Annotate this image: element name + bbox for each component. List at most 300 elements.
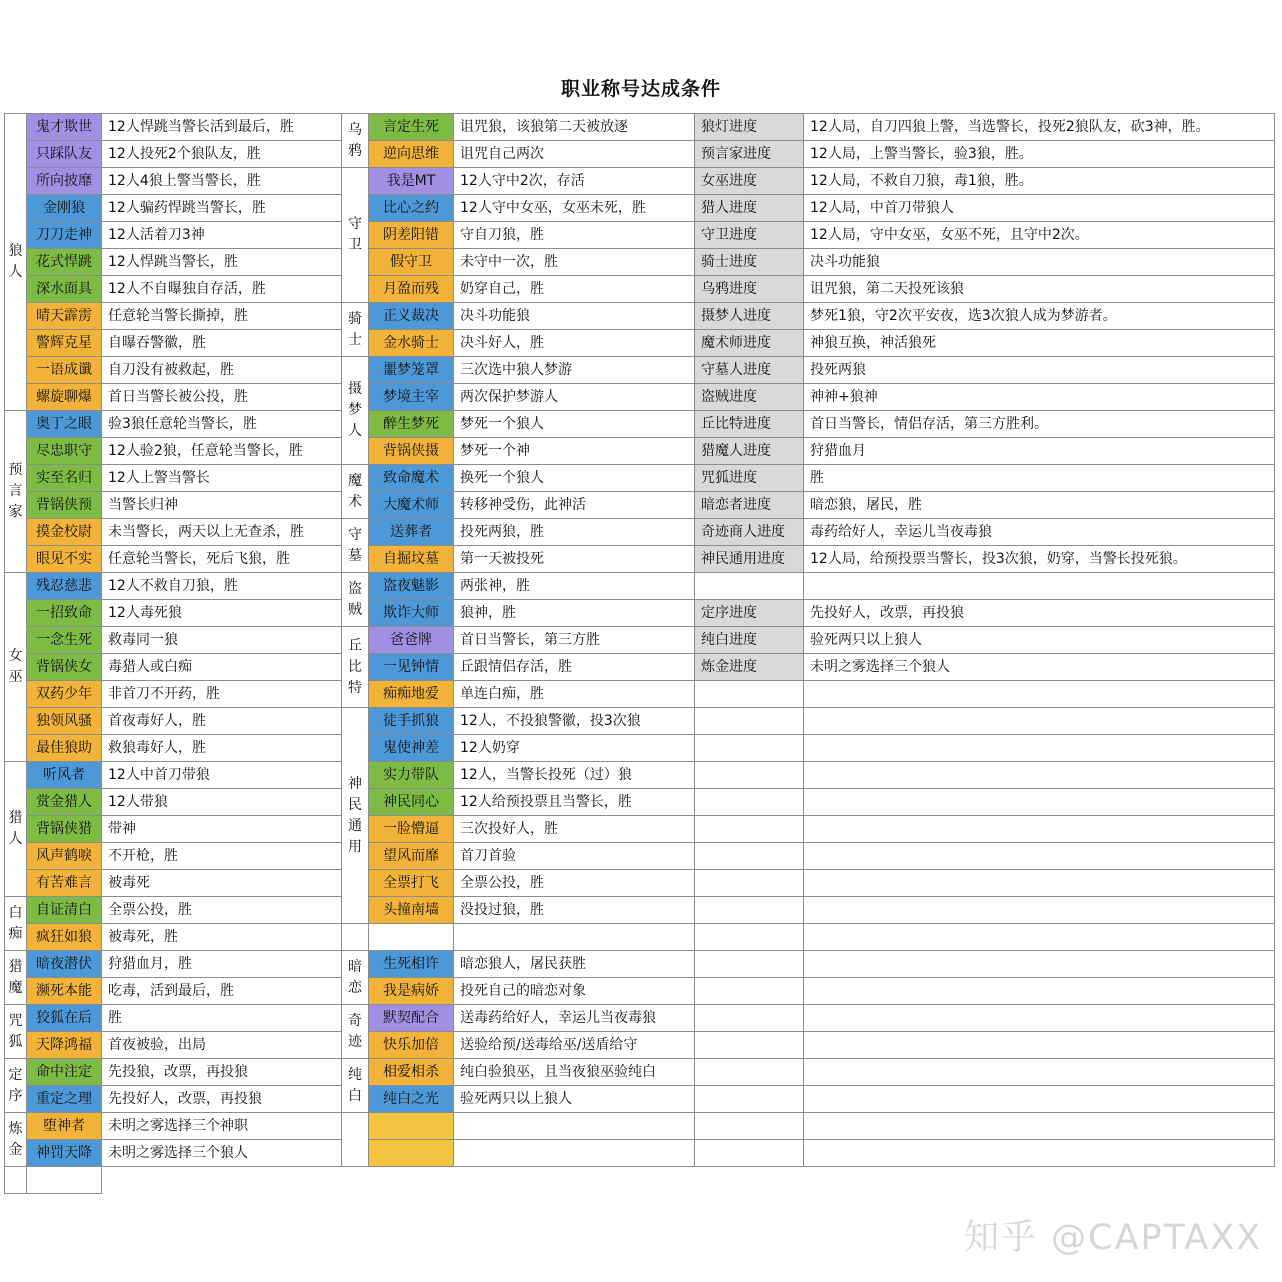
col1-title-cell: 风声鹤唳 [27,843,102,870]
col1-title-cell: 尽忠职守 [27,438,102,465]
col1-title-cell: 花式悍跳 [27,249,102,276]
col1-group-label [5,1113,27,1167]
col1-condition-cell: 任意轮当警长撕掉，胜 [102,303,342,330]
col2-title-cell: 默契配合 [369,1005,454,1032]
col3-condition-cell: 暗恋狼，屠民，胜 [804,492,1275,519]
col2-condition-cell: 丘跟情侣存活，胜 [454,654,695,681]
table-row [5,681,1275,708]
col2-title-cell: 金水骑士 [369,330,454,357]
col2-condition-cell: 诅咒自己两次 [454,141,695,168]
col1-condition-cell: 不开枪，胜 [102,843,342,870]
col1-condition-cell: 12人4狼上警当警长，胜 [102,168,342,195]
col1-condition-cell: 验3狼任意轮当警长，胜 [102,411,342,438]
col2-condition-cell: 转移神受伤，此神活 [454,492,695,519]
col1-title-cell: 金刚狼 [27,195,102,222]
col2-title-cell: 一脸懵逼 [369,816,454,843]
col2-condition-cell: 12人，不投狼警徽，投3次狼 [454,708,695,735]
col3-condition-cell: 12人局，守中女巫，女巫不死，且守中2次。 [804,222,1275,249]
col3-progress-cell [695,843,804,870]
col2-condition-cell: 守自刀狼，胜 [454,222,695,249]
col1-condition-cell: 先投狼，改票，再投狼 [102,1059,342,1086]
col1-group-label-text: 猎魔 [8,958,23,996]
col1-title-cell: 有苦难言 [27,870,102,897]
col1-group-label [5,1059,27,1113]
col2-title-cell: 爸爸牌 [369,627,454,654]
watermark: 知乎 @CAPTAXX [964,1218,1263,1258]
col3-progress-cell [695,762,804,789]
col2-title-cell: 欺诈大师 [369,600,454,627]
col2-group-label-text: 丘比特 [348,637,362,696]
col1-condition-cell: 12人带狼 [102,789,342,816]
col3-progress-cell: 咒狐进度 [695,465,804,492]
col2-group-label [342,303,369,357]
col1-group-label [5,411,27,573]
col3-condition-cell [804,708,1275,735]
col2-group-label-text: 摄梦人 [348,381,362,439]
col2-title-cell: 头撞南墙 [369,897,454,924]
col1-title-cell: 警辉克星 [27,330,102,357]
col2-condition-cell: 诅咒狼，该狼第二天被放逐 [454,114,695,141]
col2-group-label [342,1005,369,1059]
col1-title-cell: 一念生死 [27,627,102,654]
col2-condition-cell: 没投过狼，胜 [454,897,695,924]
col3-condition-cell [804,924,1275,951]
col3-progress-cell [695,978,804,1005]
col2-condition-cell: 12人，当警长投死（过）狼 [454,762,695,789]
col1-title-cell: 背锅侠猎 [27,816,102,843]
col1-title-cell: 天降鸿福 [27,1032,102,1059]
col2-condition-cell: 换死一个狼人 [454,465,695,492]
col2-group-label-text: 纯白 [348,1066,362,1104]
col2-group-label [342,519,369,573]
col1-title-cell: 独领风骚 [27,708,102,735]
table-row [5,573,1275,600]
col1-title-cell: 双药少年 [27,681,102,708]
col3-condition-cell: 先投好人，改票，再投狼 [804,600,1275,627]
table-row [5,951,1275,978]
col1-title-cell: 赏金猎人 [27,789,102,816]
col3-condition-cell [804,978,1275,1005]
col1-group-label-text: 咒狐 [8,1012,23,1050]
col1-group-label [5,951,27,1005]
col1-group-label-text: 猎人 [8,810,23,847]
col1-title-cell: 晴天霹雳 [27,303,102,330]
col1-condition-cell: 12人不救自刀狼，胜 [102,573,342,600]
table-row [5,330,1275,357]
col3-progress-cell [695,1005,804,1032]
col2-title-cell: 我是MT [369,168,454,195]
col3-progress-cell: 定序进度 [695,600,804,627]
col1-group-label-text: 预言家 [8,462,23,520]
col3-condition-cell [804,681,1275,708]
col3-progress-cell [695,951,804,978]
col3-progress-cell: 丘比特进度 [695,411,804,438]
col2-group-label [342,114,369,168]
col2-condition-cell: 决斗好人，胜 [454,330,695,357]
achievement-table [4,113,1275,1194]
col1-title-cell: 听风者 [27,762,102,789]
col2-group-label-text: 盗贼 [348,580,362,618]
table-row [5,843,1275,870]
col1-condition-cell: 全票公投，胜 [102,897,342,924]
col2-condition-cell: 第一天被投死 [454,546,695,573]
col2-condition-cell: 12人守中女巫，女巫未死，胜 [454,195,695,222]
col2-group-label [342,627,369,708]
col1-title-cell: 堕神者 [27,1113,102,1140]
col1-condition-cell: 首夜被验，出局 [102,1032,342,1059]
col2-group-label [342,168,369,303]
col3-progress-cell [695,1140,804,1167]
col2-condition-cell: 未守中一次，胜 [454,249,695,276]
col2-group-label-text: 暗恋 [348,958,362,996]
col1-title-cell: 背锅侠女 [27,654,102,681]
col2-condition-cell: 奶穿自己，胜 [454,276,695,303]
col3-condition-cell: 12人局，中首刀带狼人 [804,195,1275,222]
col2-condition-cell: 送毒药给好人，幸运儿当夜毒狼 [454,1005,695,1032]
col1-group-label [5,1005,27,1059]
col1-condition-cell: 12人悍跳当警长，胜 [102,249,342,276]
col1-group-label [5,114,27,411]
col3-condition-cell [804,1113,1275,1140]
col3-condition-cell [804,573,1275,600]
table-row [5,438,1275,465]
col2-title-cell: 盗夜魅影 [369,573,454,600]
col1-title-cell: 重定之理 [27,1086,102,1113]
col1-title-cell: 实至名归 [27,465,102,492]
col3-condition-cell [804,1005,1275,1032]
col2-title-cell: 假守卫 [369,249,454,276]
col3-condition-cell: 未明之雾选择三个狼人 [804,654,1275,681]
col3-condition-cell: 诅咒狼，第二天投死该狼 [804,276,1275,303]
col2-title-cell: 我是病娇 [369,978,454,1005]
col2-title-cell: 鬼使神差 [369,735,454,762]
table-row [5,1059,1275,1086]
col2-condition-cell: 梦死一个神 [454,438,695,465]
col1-condition-cell: 带神 [102,816,342,843]
col3-condition-cell: 12人局，不救自刀狼，毒1狼，胜。 [804,168,1275,195]
col2-title-cell: 相爱相杀 [369,1059,454,1086]
col2-condition-cell: 狼神，胜 [454,600,695,627]
table-row [5,1086,1275,1113]
col3-progress-cell: 神民通用进度 [695,546,804,573]
col3-condition-cell: 梦死1狼，守2次平安夜，选3次狼人成为梦游者。 [804,303,1275,330]
table-row [5,249,1275,276]
col2-group-label [342,951,369,1005]
col2-title-cell: 阴差阳错 [369,222,454,249]
col3-condition-cell [804,843,1275,870]
col3-condition-cell [804,1059,1275,1086]
col2-title-cell: 梦境主宰 [369,384,454,411]
col2-title-cell: 致命魔术 [369,465,454,492]
col2-title-cell: 自掘坟墓 [369,546,454,573]
col3-progress-cell [695,573,804,600]
col1-group-label-text: 狼人 [8,243,23,280]
col2-group-label-text: 骑士 [348,310,362,348]
col1-condition-cell: 未明之雾选择三个狼人 [102,1140,342,1167]
col3-condition-cell: 12人局，给预投票当警长，投3次狼，奶穿，当警长投死狼。 [804,546,1275,573]
col2-title-cell: 背锅侠摄 [369,438,454,465]
table-row [5,924,1275,951]
table-row [5,195,1275,222]
col2-title-cell: 大魔术师 [369,492,454,519]
col1-title-cell: 摸金校尉 [27,519,102,546]
col1-condition-cell: 吃毒，活到最后，胜 [102,978,342,1005]
col3-progress-cell: 骑士进度 [695,249,804,276]
table-row [5,546,1275,573]
col3-progress-cell: 守墓人进度 [695,357,804,384]
col3-progress-cell [695,1113,804,1140]
col3-progress-cell: 猎魔人进度 [695,438,804,465]
col1-condition-cell: 狩猎血月，胜 [102,951,342,978]
col2-group-label [342,924,369,951]
col2-condition-cell: 全票公投，胜 [454,870,695,897]
table-row [5,978,1275,1005]
col1-condition-cell: 被毒死 [102,870,342,897]
col2-condition-cell: 两张神，胜 [454,573,695,600]
col2-condition-cell: 单连白痴，胜 [454,681,695,708]
col2-group-label [342,465,369,519]
col2-group-label-text: 魔术 [348,472,362,510]
col2-group-label-text: 神民通用 [348,775,362,855]
col2-condition-cell: 两次保护梦游人 [454,384,695,411]
col3-condition-cell [804,789,1275,816]
col1-condition-cell: 任意轮当警长，死后飞狼，胜 [102,546,342,573]
col1-condition-cell: 12人活着刀3神 [102,222,342,249]
col3-condition-cell [804,735,1275,762]
col3-condition-cell [804,951,1275,978]
col1-group-label [5,762,27,897]
col2-condition-cell: 暗恋狼人，屠民获胜 [454,951,695,978]
col2-group-label [342,1059,369,1113]
col3-progress-cell: 炼金进度 [695,654,804,681]
table-row [5,411,1275,438]
col2-title-cell: 望风而靡 [369,843,454,870]
col1-title-cell: 最佳狼助 [27,735,102,762]
col3-progress-cell: 暗恋者进度 [695,492,804,519]
table-row [5,168,1275,195]
table-row [5,897,1275,924]
table-row [5,789,1275,816]
col3-condition-cell: 神狼互换，神活狼死 [804,330,1275,357]
col3-condition-cell [27,1167,102,1194]
col1-condition-cell: 首日当警长被公投，胜 [102,384,342,411]
col1-title-cell: 命中注定 [27,1059,102,1086]
col3-progress-cell: 纯白进度 [695,627,804,654]
col2-title-cell: 生死相许 [369,951,454,978]
col2-condition-cell: 首日当警长，第三方胜 [454,627,695,654]
col2-title-cell: 全票打飞 [369,870,454,897]
col2-condition-cell [454,1140,695,1167]
col2-group-label-text: 奇迹 [348,1012,362,1050]
col1-group-label-text: 女巫 [8,648,23,685]
col3-progress-cell [5,1167,27,1194]
col3-progress-cell: 魔术师进度 [695,330,804,357]
table-row [5,654,1275,681]
col1-title-cell: 深水面具 [27,276,102,303]
col1-title-cell: 残忍慈悲 [27,573,102,600]
col1-title-cell: 狡狐在后 [27,1005,102,1032]
col3-progress-cell: 摄梦人进度 [695,303,804,330]
col2-title-cell [369,924,454,951]
col3-condition-cell [804,762,1275,789]
col1-condition-cell: 自曝吞警徽，胜 [102,330,342,357]
col1-condition-cell: 首夜毒好人，胜 [102,708,342,735]
col2-group-label [342,1113,369,1167]
table-row [5,384,1275,411]
col2-title-cell: 实力带队 [369,762,454,789]
table-row [5,222,1275,249]
col3-progress-cell [695,897,804,924]
col1-title-cell: 奥丁之眼 [27,411,102,438]
col2-condition-cell: 首刀首验 [454,843,695,870]
col3-condition-cell [804,870,1275,897]
col2-group-label-text: 守卫 [348,216,362,253]
col1-group-label-text: 白痴 [8,904,23,942]
col2-group-label [342,573,369,627]
col1-title-cell: 一语成谶 [27,357,102,384]
col3-progress-cell: 盗贼进度 [695,384,804,411]
col3-progress-cell: 狼灯进度 [695,114,804,141]
col3-progress-cell [695,870,804,897]
table-row [5,735,1275,762]
col3-condition-cell [804,897,1275,924]
table-row [5,465,1275,492]
col1-group-label [5,573,27,762]
col3-condition-cell: 狩猎血月 [804,438,1275,465]
col2-condition-cell: 投死两狼，胜 [454,519,695,546]
col2-condition-cell: 12人奶穿 [454,735,695,762]
col3-condition-cell [804,1140,1275,1167]
col3-progress-cell [695,1059,804,1086]
col2-condition-cell [454,924,695,951]
col2-condition-cell: 验死两只以上狼人 [454,1086,695,1113]
col1-condition-cell: 12人悍跳当警长活到最后，胜 [102,114,342,141]
col1-condition-cell: 未明之雾选择三个神职 [102,1113,342,1140]
col2-group-label [342,357,369,465]
col3-condition-cell: 胜 [804,465,1275,492]
col2-title-cell: 噩梦笼罩 [369,357,454,384]
table-row [5,303,1275,330]
col2-title-cell: 徒手抓狼 [369,708,454,735]
col1-title-cell: 一招致命 [27,600,102,627]
col1-title-cell: 神罚天降 [27,1140,102,1167]
col1-title-cell: 刀刀走神 [27,222,102,249]
col1-title-cell: 眼见不实 [27,546,102,573]
col2-condition-cell: 投死自己的暗恋对象 [454,978,695,1005]
col1-condition-cell: 当警长归神 [102,492,342,519]
col2-title-cell: 痴痴地爱 [369,681,454,708]
col2-group-label [342,708,369,924]
col2-title-cell: 纯白之光 [369,1086,454,1113]
col1-title-cell: 背锅侠预 [27,492,102,519]
col1-title-cell: 暗夜潜伏 [27,951,102,978]
table-row [5,519,1275,546]
col1-title-cell: 所向披靡 [27,168,102,195]
col2-condition-cell: 决斗功能狼 [454,303,695,330]
col2-title-cell: 一见钟情 [369,654,454,681]
col2-title-cell [369,1140,454,1167]
col2-group-label-text: 乌鸦 [348,121,362,159]
col2-title-cell: 言定生死 [369,114,454,141]
col1-title-cell: 螺旋聊爆 [27,384,102,411]
col2-title-cell: 快乐加倍 [369,1032,454,1059]
col2-title-cell [369,1113,454,1140]
col1-condition-cell: 未当警长，两天以上无查杀，胜 [102,519,342,546]
table-row [5,276,1275,303]
col1-condition-cell: 自刀没有被救起，胜 [102,357,342,384]
col3-condition-cell: 神神+狼神 [804,384,1275,411]
col1-condition-cell: 非首刀不开药，胜 [102,681,342,708]
col3-condition-cell [804,1086,1275,1113]
col3-condition-cell: 12人局，自刀四狼上警，当选警长，投死2狼队友，砍3神，胜。 [804,114,1275,141]
col2-title-cell: 神民同心 [369,789,454,816]
col3-condition-cell: 投死两狼 [804,357,1275,384]
col1-group-label [5,897,27,951]
col3-progress-cell: 女巫进度 [695,168,804,195]
table-row [5,141,1275,168]
col3-condition-cell [804,816,1275,843]
table-row [5,1005,1275,1032]
col2-title-cell: 送葬者 [369,519,454,546]
col3-progress-cell [695,816,804,843]
col3-condition-cell: 12人局，上警当警长，验3狼，胜。 [804,141,1275,168]
col1-title-cell: 只踩队友 [27,141,102,168]
col3-condition-cell: 毒药给好人，幸运儿当夜毒狼 [804,519,1275,546]
col2-condition-cell: 纯白验狼巫，且当夜狼巫验纯白 [454,1059,695,1086]
col2-title-cell: 月盈而残 [369,276,454,303]
col1-title-cell: 自证清白 [27,897,102,924]
table-row [5,762,1275,789]
col1-title-cell: 疯狂如狼 [27,924,102,951]
col2-condition-cell: 送验给预/送毒给巫/送盾给守 [454,1032,695,1059]
col3-progress-cell [695,1032,804,1059]
col1-condition-cell: 救狼毒好人，胜 [102,735,342,762]
table-row [5,870,1275,897]
col2-title-cell: 逆向思维 [369,141,454,168]
table-row [5,1032,1275,1059]
table-row [5,816,1275,843]
col1-title-cell: 濒死本能 [27,978,102,1005]
col3-progress-cell: 守卫进度 [695,222,804,249]
col3-condition-cell: 决斗功能狼 [804,249,1275,276]
col3-progress-cell [695,924,804,951]
col2-condition-cell: 三次投好人，胜 [454,816,695,843]
col1-condition-cell: 12人中首刀带狼 [102,762,342,789]
col1-condition-cell: 先投好人，改票，再投狼 [102,1086,342,1113]
col3-progress-cell: 奇迹商人进度 [695,519,804,546]
table-row [5,1113,1275,1140]
col1-title-cell: 鬼才欺世 [27,114,102,141]
col2-title-cell: 比心之约 [369,195,454,222]
col1-condition-cell: 胜 [102,1005,342,1032]
col1-condition-cell: 12人上警当警长 [102,465,342,492]
col1-condition-cell: 被毒死，胜 [102,924,342,951]
table-row [5,1140,1275,1167]
col1-condition-cell: 救毒同一狼 [102,627,342,654]
achievement-table-body [5,114,1275,1194]
col3-progress-cell [695,708,804,735]
col2-group-label-text: 守墓 [348,526,362,564]
col1-group-label-text: 定序 [8,1066,23,1104]
col2-condition-cell: 12人守中2次，存活 [454,168,695,195]
col3-progress-cell [695,681,804,708]
col1-condition-cell: 12人不自曝独自存活，胜 [102,276,342,303]
col3-condition-cell: 首日当警长，情侣存活，第三方胜利。 [804,411,1275,438]
col2-condition-cell: 12人给预投票且当警长，胜 [454,789,695,816]
col2-condition-cell: 梦死一个狼人 [454,411,695,438]
col1-condition-cell: 12人骗药悍跳当警长，胜 [102,195,342,222]
col3-progress-cell: 预言家进度 [695,141,804,168]
